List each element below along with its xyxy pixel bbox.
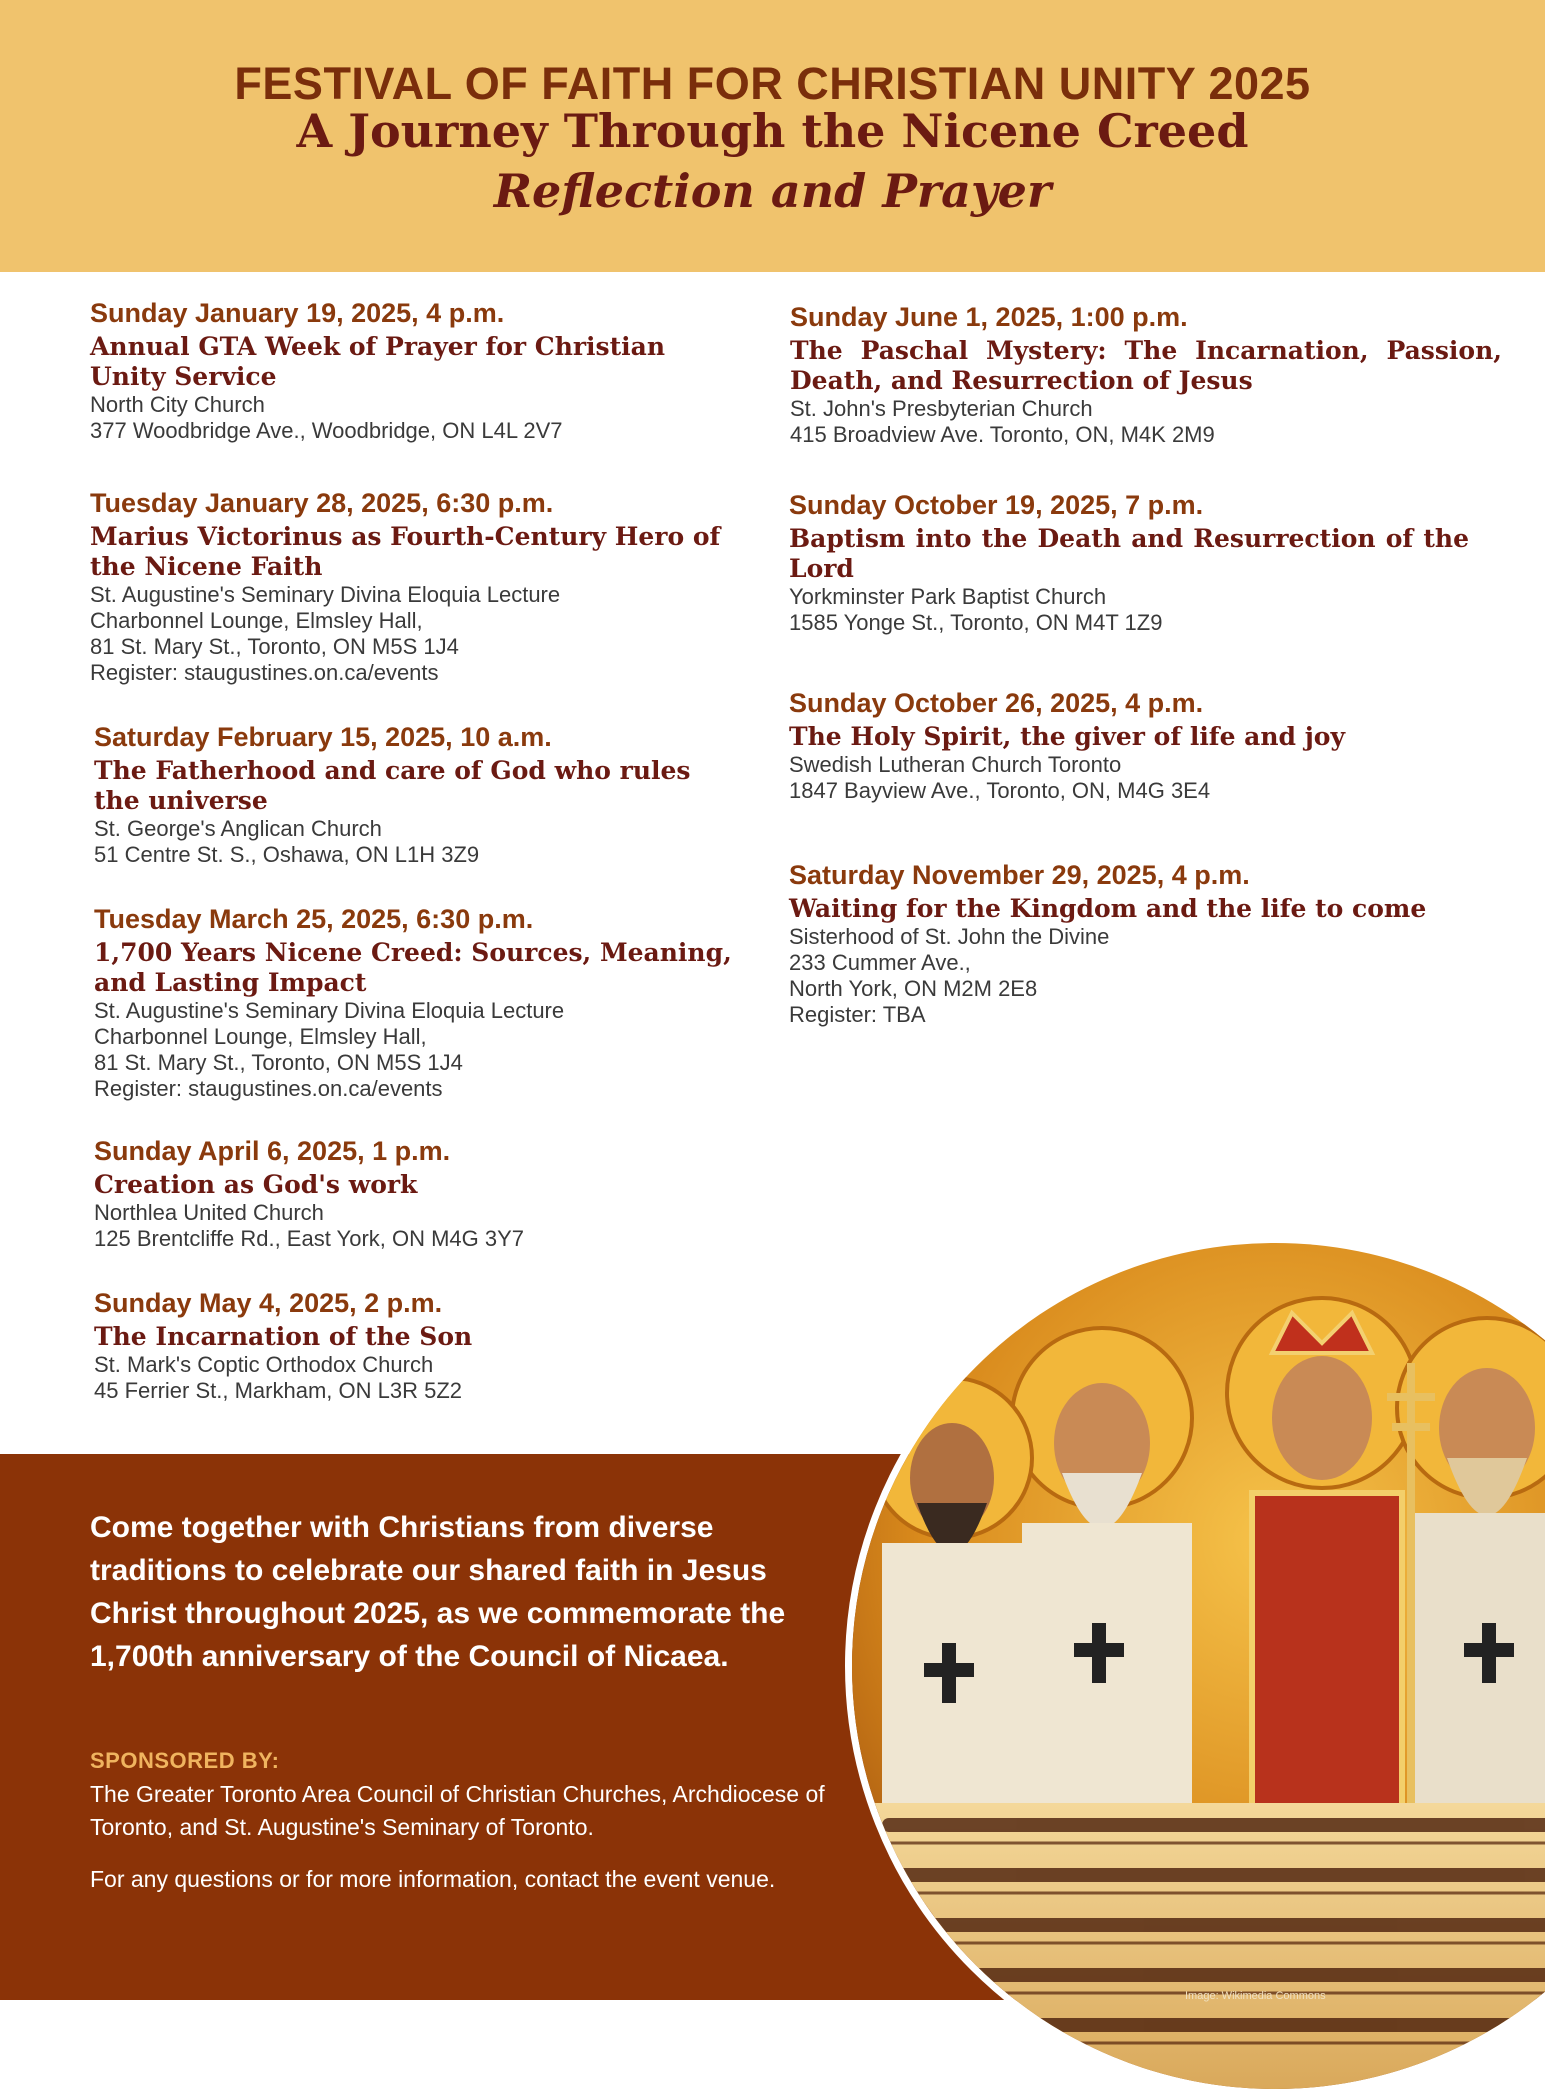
event-title: The Incarnation of the Son xyxy=(94,1322,473,1351)
event-address: 1847 Bayview Ave., Toronto, ON, M4G 3E4 xyxy=(789,778,1211,803)
event-venue: St. John's Presbyterian Church xyxy=(790,396,1093,421)
event-venue: North City Church xyxy=(90,392,265,417)
event-date: Tuesday March 25, 2025, 6:30 p.m. xyxy=(94,904,534,934)
event-title: Baptism into the Death and Resurrection of the Lord xyxy=(789,524,1469,583)
event-venue: Swedish Lutheran Church Toronto xyxy=(789,752,1122,777)
event-venue: St. Augustine's Seminary Divina Eloquia Lecture xyxy=(90,582,561,607)
series-title: A Journey Through the Nicene Creed xyxy=(296,104,1249,158)
event-jun-1 xyxy=(790,300,1502,448)
event-address: 415 Broadview Ave. Toronto, ON, M4K 2M9 xyxy=(790,422,1215,447)
event-jan-19 xyxy=(90,296,730,444)
event-date: Saturday February 15, 2025, 10 a.m. xyxy=(94,722,552,752)
event-jan-28 xyxy=(90,486,730,686)
event-venue: Sisterhood of St. John the Divine xyxy=(789,924,1110,949)
event-date: Saturday November 29, 2025, 4 p.m. xyxy=(789,860,1250,890)
event-register: Register: staugustines.on.ca/events xyxy=(90,660,439,685)
event-date: Sunday October 19, 2025, 7 p.m. xyxy=(789,490,1204,520)
event-mar-25 xyxy=(94,902,734,1102)
event-venue: St. George's Anglican Church xyxy=(94,816,382,841)
festival-title: FESTIVAL OF FAITH FOR CHRISTIAN UNITY 2025 xyxy=(234,58,1311,109)
event-title: Creation as God's work xyxy=(94,1170,418,1199)
event-address: 45 Ferrier St., Markham, ON L3R 5Z2 xyxy=(94,1378,462,1403)
event-address: 81 St. Mary St., Toronto, ON M5S 1J4 xyxy=(90,634,459,659)
event-address: 51 Centre St. S., Oshawa, ON L1H 3Z9 xyxy=(94,842,480,867)
event-register: Register: TBA xyxy=(789,1002,926,1027)
event-title: The Paschal Mystery: The Incarnation, Passion, Death, and Resurrection of Jesus xyxy=(790,336,1502,395)
event-date: Sunday January 19, 2025, 4 p.m. xyxy=(90,298,505,328)
event-title: Annual GTA Week of Prayer for Christian Unity Service xyxy=(90,332,666,391)
event-address: 125 Brentcliffe Rd., East York, ON M4G 3Y7 xyxy=(94,1226,525,1251)
event-date: Tuesday January 28, 2025, 6:30 p.m. xyxy=(90,488,554,518)
contact-note: For any questions or for more information, contact the event venue. xyxy=(90,1866,776,1892)
event-nov-29 xyxy=(789,858,1501,1028)
event-address: 81 St. Mary St., Toronto, ON M5S 1J4 xyxy=(94,1050,463,1075)
image-credit: Image: Wikimedia Commons xyxy=(1185,1990,1326,2002)
event-venue: St. Mark's Coptic Orthodox Church xyxy=(94,1352,434,1377)
event-oct-26 xyxy=(789,686,1501,804)
event-title: 1,700 Years Nicene Creed: Sources, Meaning, and Lasting Impact xyxy=(94,938,732,997)
event-register: Register: staugustines.on.ca/events xyxy=(94,1076,443,1101)
series-subtitle: Reflection and Prayer xyxy=(493,164,1052,218)
event-location: Charbonnel Lounge, Elmsley Hall, xyxy=(94,1024,427,1049)
event-feb-15 xyxy=(94,720,734,868)
event-location: Charbonnel Lounge, Elmsley Hall, xyxy=(90,608,423,633)
promo-text: Come together with Christians from diverse traditions to celebrate our shared faith in Jesus Christ throughout 2025, as we commemorate the 1,700th anniversary of the Council of Nicaea. xyxy=(90,1511,786,1673)
event-title: The Holy Spirit, the giver of life and joy xyxy=(789,722,1345,751)
event-date: Sunday April 6, 2025, 1 p.m. xyxy=(94,1136,451,1166)
event-date: Sunday June 1, 2025, 1:00 p.m. xyxy=(790,302,1188,332)
event-venue: Northlea United Church xyxy=(94,1200,324,1225)
event-address: 233 Cummer Ave., xyxy=(789,950,971,975)
event-city: North York, ON M2M 2E8 xyxy=(789,976,1038,1001)
event-venue: St. Augustine's Seminary Divina Eloquia Lecture xyxy=(94,998,565,1023)
header-banner xyxy=(0,0,1545,272)
event-title: Waiting for the Kingdom and the life to come xyxy=(789,894,1427,923)
event-venue: Yorkminster Park Baptist Church xyxy=(789,584,1107,609)
event-address: 377 Woodbridge Ave., Woodbridge, ON L4L 2V7 xyxy=(90,418,563,443)
event-date: Sunday May 4, 2025, 2 p.m. xyxy=(94,1288,443,1318)
event-title: The Fatherhood and care of God who rules the universe xyxy=(94,756,691,815)
event-title: Marius Victorinus as Fourth-Century Hero of the Nicene Faith xyxy=(90,522,721,581)
event-oct-19 xyxy=(789,488,1469,636)
event-apr-6 xyxy=(94,1134,734,1252)
sponsor-text: The Greater Toronto Area Council of Christian Churches, Archdiocese of Toronto, and St. Augustine's Seminary of Toronto. xyxy=(90,1781,825,1840)
event-address: 1585 Yonge St., Toronto, ON M4T 1Z9 xyxy=(789,610,1163,635)
event-date: Sunday October 26, 2025, 4 p.m. xyxy=(789,688,1204,718)
sponsor-heading: SPONSORED BY: xyxy=(90,1748,280,1773)
event-may-4 xyxy=(94,1286,734,1404)
